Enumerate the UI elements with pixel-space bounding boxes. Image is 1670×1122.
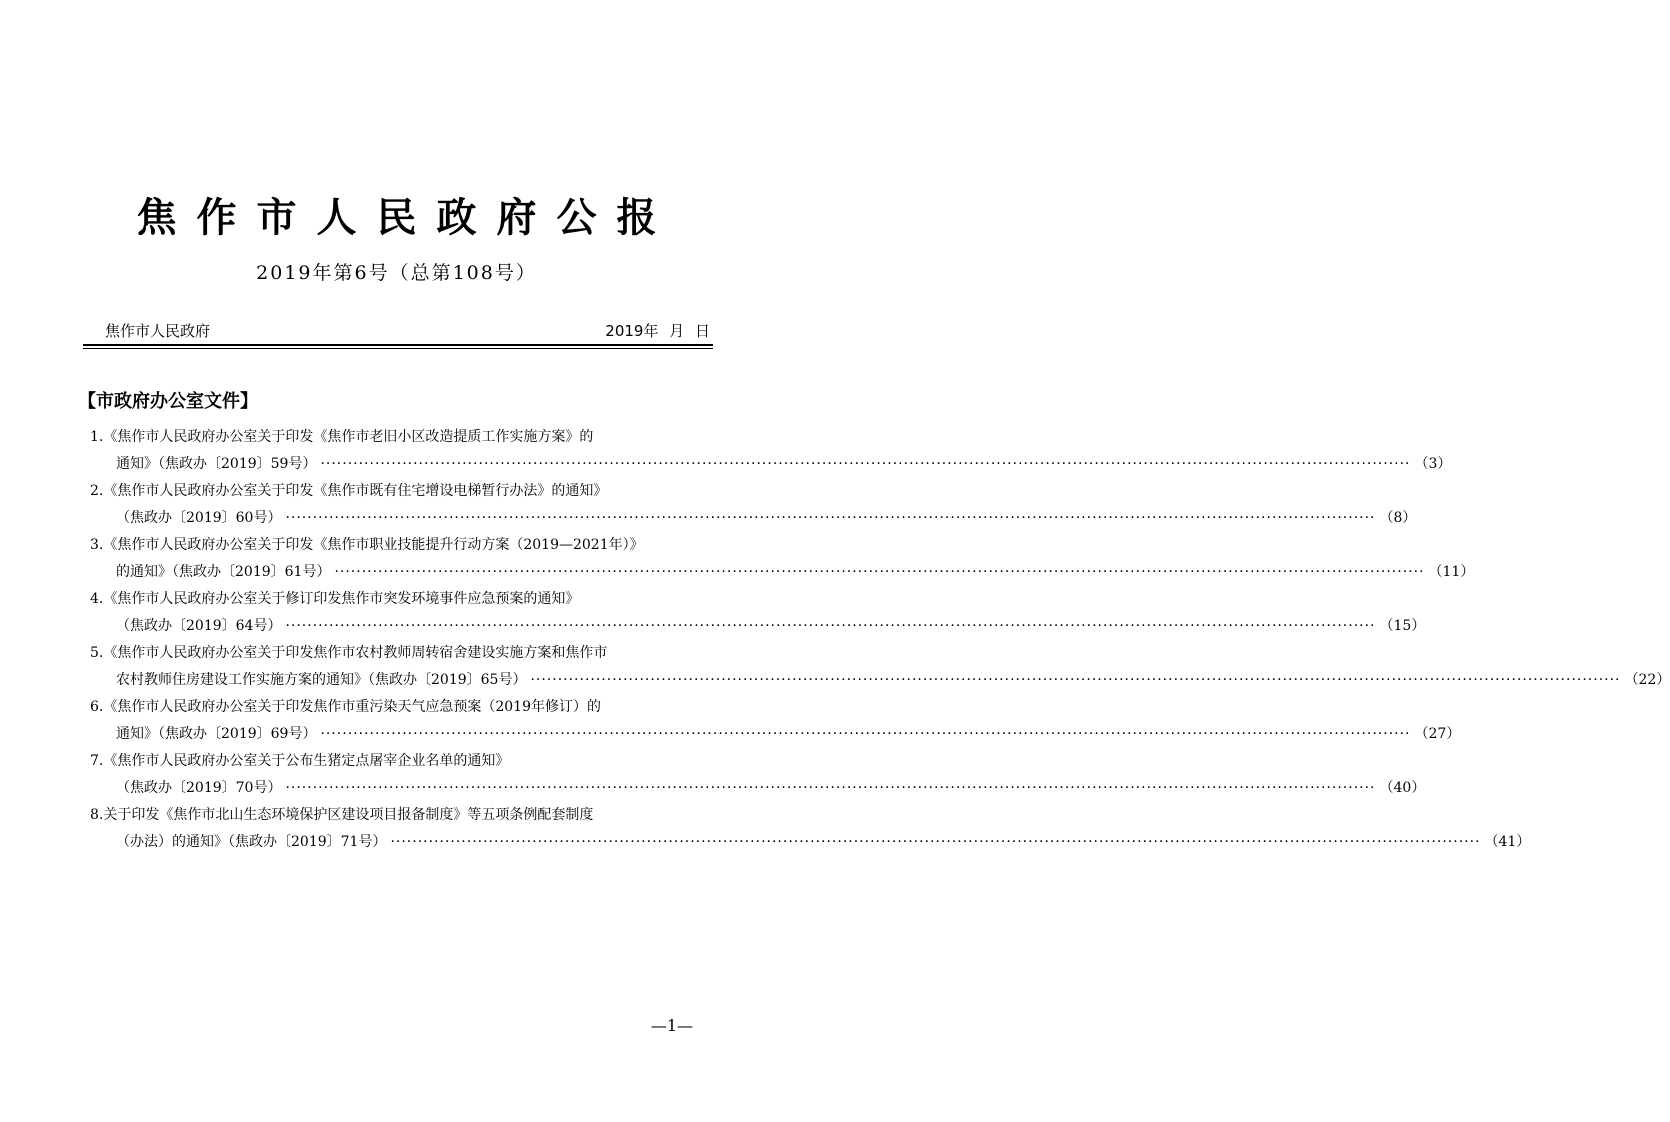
toc-entry-title: 1.《焦作市人民政府办公室关于印发《焦作市老旧小区改造提质工作实施方案》的	[90, 429, 594, 445]
masthead-rule-thick	[83, 344, 713, 346]
toc-entry-title: 5.《焦作市人民政府办公室关于印发焦作市农村教师周转宿舍建设实施方案和焦作市	[90, 645, 608, 661]
toc-entry-title: 8.关于印发《焦作市北山生态环境保护区建设项目报备制度》等五项条例配套制度	[90, 807, 594, 823]
publication-date: 2019年 月 日	[605, 322, 710, 340]
toc-entry-ref: 通知》（焦政办〔2019〕69号）	[116, 726, 317, 742]
toc-entry-page: （41）	[1484, 834, 1531, 850]
table-of-contents	[90, 425, 1670, 857]
toc-entry-title: 7.《焦作市人民政府办公室关于公布生猪定点屠宰企业名单的通知》	[90, 753, 510, 769]
dot-leader: ········································································································································································································	[285, 510, 1376, 526]
page-number: —1—	[650, 1016, 693, 1035]
toc-entry	[90, 695, 1461, 749]
toc-entry	[90, 749, 1426, 803]
dot-leader: ········································································································································································································	[390, 834, 1481, 850]
dot-leader: ········································································································································································································	[334, 564, 1425, 580]
toc-entry-page: （22）	[1624, 672, 1670, 688]
toc-entry-page: （40）	[1379, 780, 1426, 796]
toc-entry-title: 6.《焦作市人民政府办公室关于印发焦作市重污染天气应急预案（2019年修订）的	[90, 699, 601, 715]
toc-entry	[90, 533, 1475, 587]
toc-entry-title: 3.《焦作市人民政府办公室关于印发《焦作市职业技能提升行动方案（2019—2021年）》	[90, 537, 644, 553]
section-heading: 【市政府办公室文件】	[78, 391, 258, 412]
dot-leader: ········································································································································································································	[320, 456, 1411, 472]
toc-entry	[90, 479, 1417, 533]
toc-entry	[90, 803, 1531, 857]
dot-leader: ········································································································································································································	[530, 672, 1621, 688]
dot-leader: ········································································································································································································	[320, 726, 1411, 742]
toc-entry-ref: 农村教师住房建设工作实施方案的通知》（焦政办〔2019〕65号）	[116, 672, 527, 688]
gazette-title: 焦作市人民政府公报	[136, 195, 677, 241]
toc-entry	[90, 587, 1426, 641]
toc-entry	[90, 641, 1670, 695]
toc-entry-title: 4.《焦作市人民政府办公室关于修订印发焦作市突发环境事件应急预案的通知》	[90, 591, 580, 607]
toc-entry-page: （15）	[1379, 618, 1426, 634]
toc-entry-title: 2.《焦作市人民政府办公室关于印发《焦作市既有住宅增设电梯暂行办法》的通知》	[90, 483, 608, 499]
toc-entry-page: （11）	[1428, 564, 1475, 580]
toc-entry-ref: （焦政办〔2019〕60号）	[116, 510, 282, 526]
toc-entry	[90, 425, 1452, 479]
toc-entry-ref: 通知》（焦政办〔2019〕59号）	[116, 456, 317, 472]
masthead-rule-thin	[83, 348, 713, 349]
toc-entry-ref: 的通知》（焦政办〔2019〕61号）	[116, 564, 331, 580]
dot-leader: ········································································································································································································	[285, 780, 1376, 796]
issue-number: 2019年第6号（总第108号）	[256, 262, 537, 284]
publisher: 焦作市人民政府	[105, 322, 211, 340]
toc-entry-page: （8）	[1379, 510, 1417, 526]
toc-entry-page: （3）	[1414, 456, 1452, 472]
dot-leader: ········································································································································································································	[285, 618, 1376, 634]
toc-entry-ref: （焦政办〔2019〕70号）	[116, 780, 282, 796]
toc-entry-ref: （办法）的通知》（焦政办〔2019〕71号）	[116, 834, 387, 850]
masthead-row	[105, 320, 710, 342]
toc-entry-ref: （焦政办〔2019〕64号）	[116, 618, 282, 634]
toc-entry-page: （27）	[1414, 726, 1461, 742]
